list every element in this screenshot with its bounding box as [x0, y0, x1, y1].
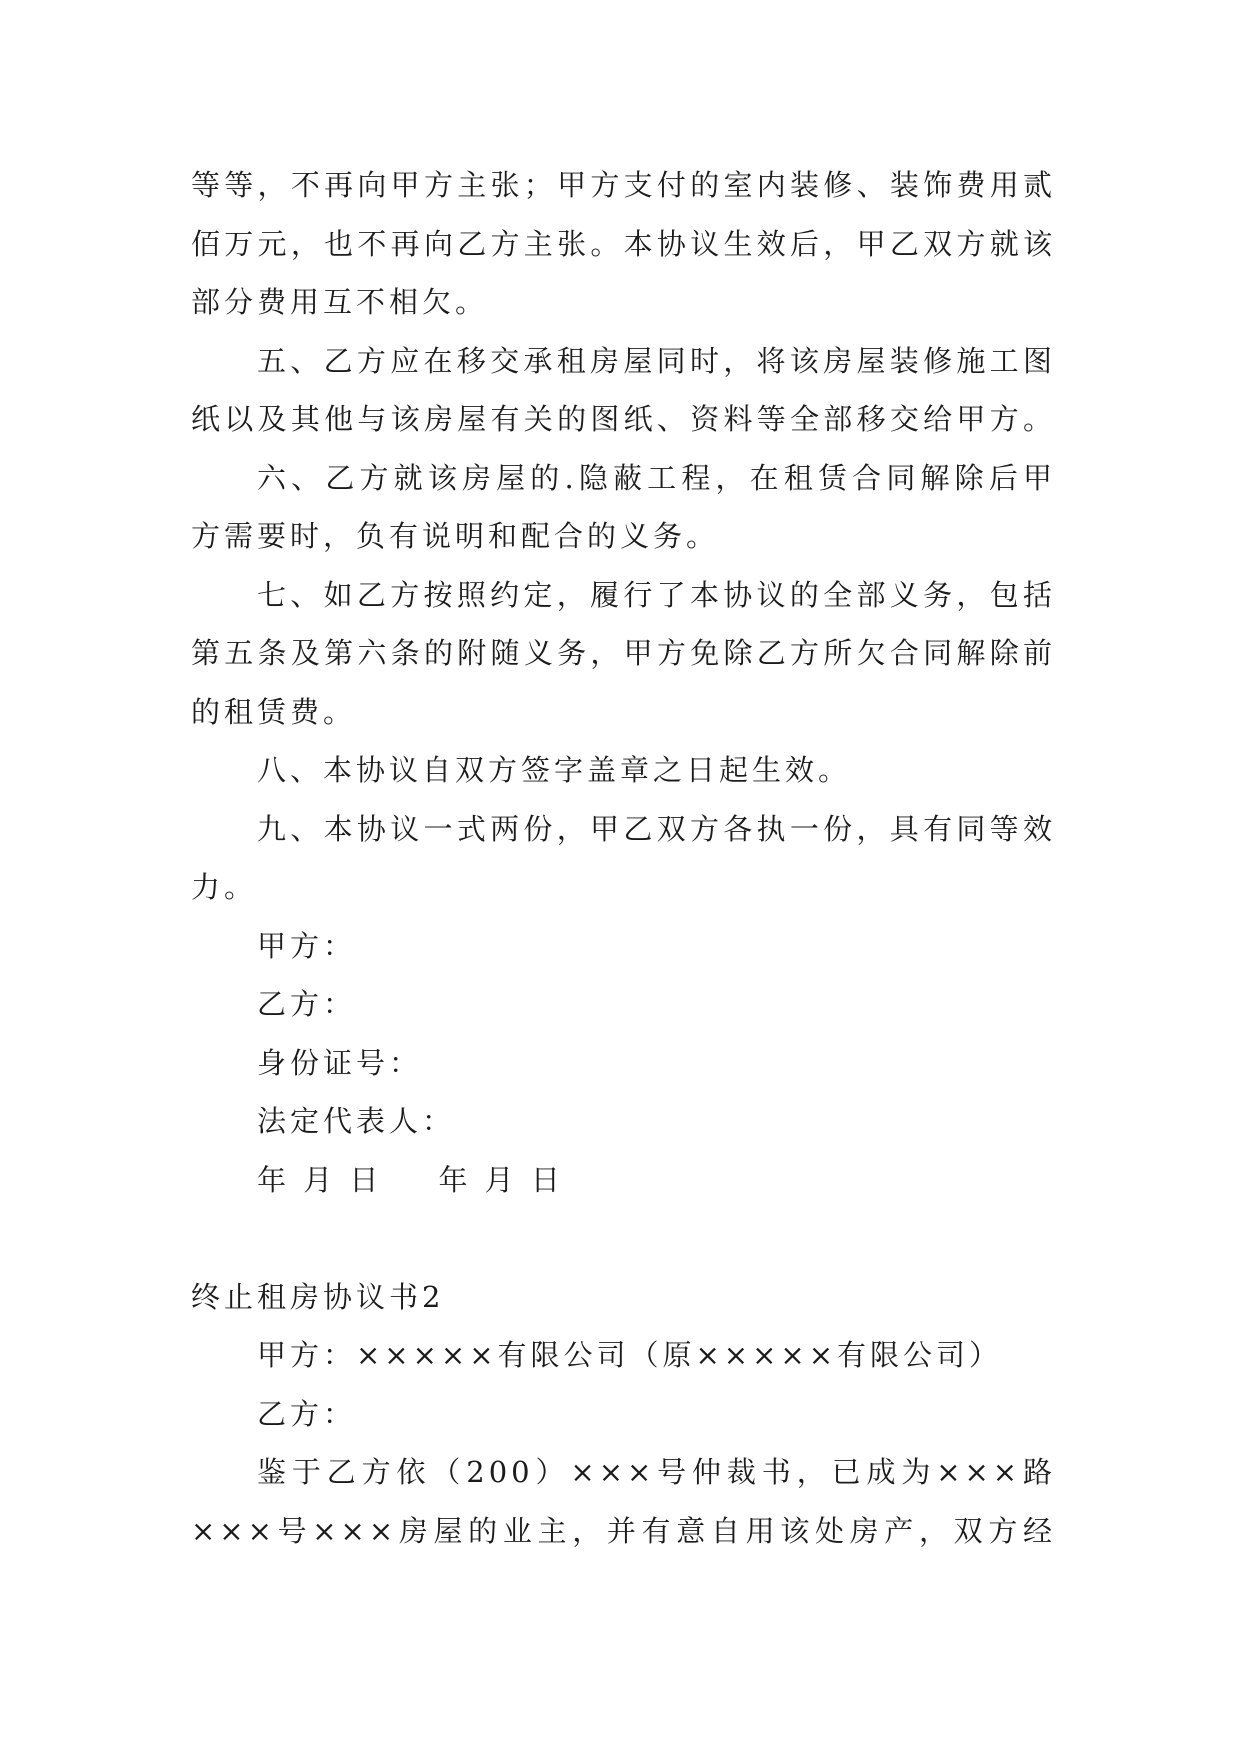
clause-5: [191, 332, 1056, 449]
text-line: 八、本协议自双方签字盖章之日起生效。: [257, 753, 852, 787]
text-line: ×××号×××房屋的业主，并有意自用该处房产，双方经: [191, 1513, 1056, 1548]
date-party-a: 年 月 日: [257, 1162, 383, 1197]
clause-9: [191, 800, 1056, 917]
agreement-2-recital: [191, 1443, 1056, 1560]
party-a-label: 甲方：: [257, 928, 357, 963]
signature-block: [191, 917, 1056, 1210]
text-line: 鉴于乙方依（200）×××号仲裁书，已成为×××路: [257, 1455, 1056, 1489]
text-line: 七、如乙方按照约定，履行了本协议的全部义务，包括: [257, 577, 1056, 612]
text-line: 六、乙方就该房屋的.隐蔽工程，在租赁合同解除后甲: [257, 460, 1056, 495]
agreement-2-party-b: 乙方：: [257, 1396, 357, 1431]
text-line: 九、本协议一式两份，甲乙双方各执一份，具有同等效: [257, 811, 1056, 846]
text-line: 的租赁费。: [191, 694, 357, 729]
clause-6: [191, 449, 1056, 566]
clause-8: [191, 741, 1056, 800]
text-line: 力。: [191, 870, 258, 904]
date-line: [191, 1151, 1056, 1210]
text-line: 部分费用互不相欠。: [191, 285, 489, 319]
party-b-label: 乙方：: [257, 987, 357, 1021]
clause-7: [191, 566, 1056, 742]
text-line: 五、乙方应在移交承租房屋同时，将该房屋装修施工图: [257, 343, 1056, 378]
id-number-label: 身份证号：: [257, 1045, 423, 1080]
legal-rep-label: 法定代表人：: [257, 1104, 456, 1138]
agreement-2: [191, 1268, 1056, 1561]
text-line: 第五条及第六条的附随义务，甲方免除乙方所欠合同解除前: [191, 636, 1056, 670]
text-line: 等等，不再向甲方主张；甲方支付的室内装修、装饰费用贰: [191, 168, 1056, 202]
clause-4-continued: [191, 156, 1056, 332]
text-line: 佰万元，也不再向乙方主张。本协议生效后，甲乙双方就该: [191, 226, 1056, 261]
text-line: 方需要时，负有说明和配合的义务。: [191, 519, 720, 553]
document-body: [191, 156, 1056, 1560]
text-line: 纸以及其他与该房屋有关的图纸、资料等全部移交给甲方。: [191, 402, 1056, 436]
agreement-2-party-a: 甲方：×××××有限公司（原×××××有限公司）: [257, 1338, 1002, 1372]
date-party-b: 年 月 日: [438, 1162, 564, 1197]
agreement-2-title: 终止租房协议书2: [191, 1279, 445, 1314]
spacer: [191, 1209, 1056, 1268]
